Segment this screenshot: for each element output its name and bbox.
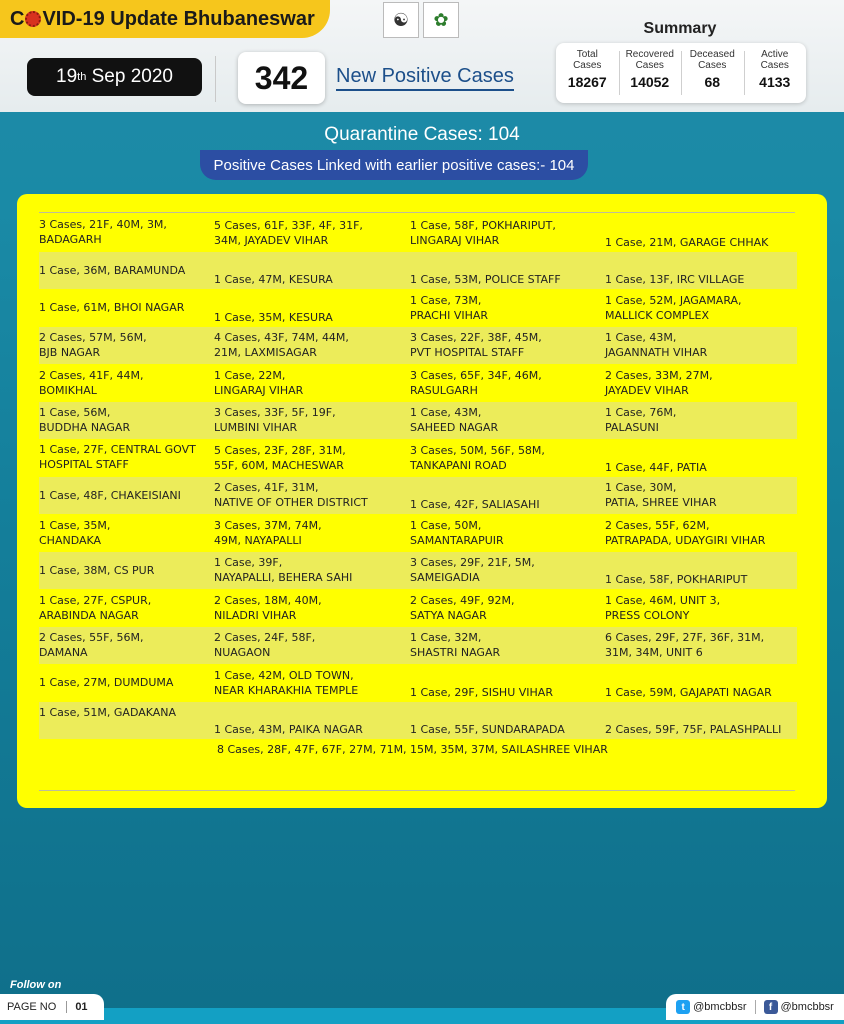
- summary-value: 68: [704, 74, 721, 90]
- case-line: NUAGAON: [214, 646, 271, 660]
- table-row: [39, 327, 797, 365]
- case-line: SAMANTARAPUIR: [410, 533, 504, 547]
- summary-box: [556, 43, 806, 103]
- case-cell: [605, 252, 797, 290]
- summary-cell: [556, 43, 619, 103]
- case-cell: [39, 589, 214, 627]
- case-cell: [605, 214, 797, 252]
- summary-value: 18267: [567, 74, 607, 90]
- case-line: NAYAPALLI, BEHERA SAHI: [214, 571, 353, 585]
- header-divider: [215, 56, 216, 102]
- case-cell: [410, 664, 605, 702]
- case-line: 55F, 60M, MACHESWAR: [214, 458, 344, 472]
- case-cell: [39, 514, 214, 552]
- case-cell: [39, 627, 214, 665]
- case-line: 5 Cases, 61F, 33F, 4F, 31F,: [214, 218, 363, 232]
- case-line: 1 Case, 43M,: [410, 406, 482, 420]
- extra-case-entry: 8 Cases, 28F, 47F, 67F, 27M, 71M, 15M, 35M, 37M, SAILASHREE VIHAR: [217, 743, 608, 756]
- case-line: 21M, LAXMISAGAR: [214, 346, 317, 360]
- case-line: PALASUNI: [605, 421, 659, 435]
- cases-table: [39, 214, 797, 739]
- case-cell: [214, 477, 410, 515]
- case-cell: [410, 289, 605, 327]
- page-label: PAGE NO: [7, 1001, 57, 1013]
- social-divider: [755, 1000, 756, 1014]
- case-cell: [410, 252, 605, 290]
- case-line: 49M, NAYAPALLI: [214, 533, 302, 547]
- case-line: 1 Case, 27M, DUMDUMA: [39, 676, 174, 690]
- case-line: 1 Case, 36M, BARAMUNDA: [39, 263, 186, 277]
- panel-top-rule: [39, 212, 795, 213]
- case-line: 2 Cases, 49F, 92M,: [410, 593, 515, 607]
- case-cell: [410, 702, 605, 740]
- case-line: 1 Case, 53M, POLICE STAFF: [410, 273, 561, 286]
- title-tab: [0, 0, 330, 38]
- case-line: 1 Case, 52M, JAGAMARA,: [605, 293, 742, 307]
- case-cell: [605, 364, 797, 402]
- case-line: 1 Case, 73M,: [410, 293, 482, 307]
- facebook-link[interactable]: [764, 1000, 834, 1014]
- case-cell: [410, 514, 605, 552]
- case-cell: [214, 327, 410, 365]
- summary-cell: [744, 43, 807, 103]
- case-cell: [39, 214, 214, 252]
- page-number-box: [0, 994, 104, 1020]
- table-row: [39, 514, 797, 552]
- case-cell: [410, 477, 605, 515]
- table-row: [39, 552, 797, 590]
- case-line: ARABINDA NAGAR: [39, 608, 139, 622]
- case-line: 1 Case, 39F,: [214, 556, 283, 570]
- case-cell: [410, 327, 605, 365]
- table-row: [39, 289, 797, 327]
- case-line: PATIA, SHREE VIHAR: [605, 496, 717, 510]
- case-line: 1 Case, 47M, KESURA: [214, 273, 333, 286]
- quarantine-title: Quarantine Cases: 104: [324, 124, 520, 145]
- case-cell: [214, 364, 410, 402]
- covid-virus-icon: [25, 11, 41, 27]
- case-line: SAMEIGADIA: [410, 571, 480, 585]
- header: [0, 0, 844, 112]
- table-row: [39, 477, 797, 515]
- new-cases-label: New Positive Cases: [336, 65, 514, 91]
- case-line: 1 Case, 56M,: [39, 406, 111, 420]
- case-line: PATRAPADA, UDAYGIRI VIHAR: [605, 533, 766, 547]
- summary-label: Deceased Cases: [689, 49, 735, 71]
- case-line: JAGANNATH VIHAR: [605, 346, 708, 360]
- case-line: PRACHI VIHAR: [410, 308, 489, 322]
- case-cell: [39, 439, 214, 477]
- case-line: 1 Case, 76M,: [605, 406, 677, 420]
- case-cell: [39, 252, 214, 290]
- case-line: 1 Case, 13F, IRC VILLAGE: [605, 273, 745, 286]
- report-date: 19 th Sep 2020: [27, 58, 202, 96]
- case-line: LINGARAJ VIHAR: [410, 233, 500, 247]
- panel-bottom-rule: [39, 790, 795, 791]
- summary-cell: [619, 43, 682, 103]
- cases-panel: [17, 194, 827, 808]
- summary-value: 4133: [759, 74, 791, 90]
- case-cell: [410, 552, 605, 590]
- case-line: 1 Case, 35M,: [39, 518, 111, 532]
- case-line: 1 Case, 48F, CHAKEISIANI: [39, 488, 181, 502]
- case-cell: [410, 214, 605, 252]
- case-line: 4 Cases, 43F, 74M, 44M,: [214, 331, 349, 345]
- case-cell: [39, 402, 214, 440]
- case-line: 3 Cases, 65F, 34F, 46M,: [410, 368, 542, 382]
- table-row: [39, 627, 797, 665]
- case-line: BUDDHA NAGAR: [39, 421, 131, 435]
- case-cell: [39, 477, 214, 515]
- case-line: SATYA NAGAR: [410, 608, 487, 622]
- case-line: 1 Case, 44F, PATIA: [605, 460, 707, 474]
- table-row: [39, 402, 797, 440]
- case-line: 1 Case, 21M, GARAGE CHHAK: [605, 235, 769, 249]
- case-line: 2 Cases, 41F, 31M,: [214, 481, 319, 495]
- case-line: 2 Cases, 18M, 40M,: [214, 593, 322, 607]
- twitter-link[interactable]: [676, 1000, 746, 1014]
- case-line: 1 Case, 51M, GADAKANA: [39, 705, 177, 719]
- case-line: 2 Cases, 55F, 56M,: [39, 631, 144, 645]
- case-line: RASULGARH: [410, 383, 478, 397]
- summary-label: Total Cases: [573, 49, 602, 71]
- case-line: 2 Cases, 33M, 27M,: [605, 368, 713, 382]
- table-row: [39, 702, 797, 740]
- case-line: LUMBINI VIHAR: [214, 421, 298, 435]
- odisha-emblem-logo: ☯: [383, 2, 419, 38]
- case-cell: [605, 589, 797, 627]
- case-line: 3 Cases, 50M, 56F, 58M,: [410, 443, 545, 457]
- case-line: 1 Case, 61M, BHOI NAGAR: [39, 301, 185, 315]
- case-line: BJB NAGAR: [39, 346, 101, 360]
- table-row: [39, 664, 797, 702]
- case-cell: [214, 439, 410, 477]
- table-row: [39, 589, 797, 627]
- case-cell: [605, 289, 797, 327]
- case-line: 1 Case, 43M, PAIKA NAGAR: [214, 723, 363, 736]
- twitter-icon: t: [676, 1000, 690, 1014]
- case-line: 1 Case, 43M,: [605, 331, 677, 345]
- case-cell: [39, 364, 214, 402]
- summary-label: Active Cases: [760, 49, 789, 71]
- case-line: 1 Case, 30M,: [605, 481, 677, 495]
- case-cell: [39, 289, 214, 327]
- case-line: 3 Cases, 37M, 74M,: [214, 518, 322, 532]
- case-line: 1 Case, 59M, GAJAPATI NAGAR: [605, 685, 772, 699]
- case-line: DAMANA: [39, 646, 88, 660]
- case-line: 1 Case, 29F, SISHU VIHAR: [410, 685, 553, 699]
- case-cell: [605, 402, 797, 440]
- case-cell: [410, 627, 605, 665]
- case-line: 3 Cases, 22F, 38F, 45M,: [410, 331, 542, 345]
- case-line: 1 Case, 35M, KESURA: [214, 310, 333, 324]
- case-line: 6 Cases, 29F, 27F, 36F, 31M,: [605, 631, 765, 645]
- case-line: NEAR KHARAKHIA TEMPLE: [214, 683, 359, 697]
- case-line: LINGARAJ VIHAR: [214, 383, 304, 397]
- case-line: PVT HOSPITAL STAFF: [410, 346, 525, 360]
- case-line: 3 Cases, 29F, 21F, 5M,: [410, 556, 535, 570]
- page-title: C VID-19 Update Bhubaneswar: [10, 7, 315, 30]
- case-cell: [214, 514, 410, 552]
- case-line: 2 Cases, 41F, 44M,: [39, 368, 144, 382]
- summary-title: Summary: [643, 20, 717, 37]
- bmc-logo: ✿: [423, 2, 459, 38]
- case-line: 1 Case, 27F, CSPUR,: [39, 593, 152, 607]
- case-cell: [410, 402, 605, 440]
- case-line: 1 Case, 58F, POKHARIPUT,: [410, 218, 556, 232]
- case-line: 5 Cases, 23F, 28F, 31M,: [214, 443, 346, 457]
- case-cell: [605, 702, 797, 740]
- table-row: [39, 439, 797, 477]
- case-cell: [214, 402, 410, 440]
- table-row: [39, 364, 797, 402]
- case-cell: [605, 552, 797, 590]
- case-cell: [214, 627, 410, 665]
- new-cases-count: 342: [238, 52, 325, 104]
- facebook-handle: @bmcbbsr: [780, 1001, 834, 1013]
- case-cell: [605, 627, 797, 665]
- case-line: 3 Cases, 33F, 5F, 19F,: [214, 406, 336, 420]
- case-line: 2 Cases, 24F, 58F,: [214, 631, 316, 645]
- case-line: 1 Case, 42F, SALIASAHI: [410, 498, 540, 511]
- case-line: 1 Case, 32M,: [410, 631, 482, 645]
- case-cell: [39, 327, 214, 365]
- case-cell: [214, 664, 410, 702]
- case-line: BOMIKHAL: [39, 383, 97, 397]
- page-number: 01: [66, 1001, 87, 1013]
- social-links: [666, 994, 844, 1020]
- case-line: 1 Case, 38M, CS PUR: [39, 563, 155, 577]
- case-line: PRESS COLONY: [605, 608, 690, 622]
- case-cell: [214, 289, 410, 327]
- case-line: 1 Case, 55F, SUNDARAPADA: [410, 723, 565, 736]
- case-cell: [214, 552, 410, 590]
- case-line: 2 Cases, 55F, 62M,: [605, 518, 710, 532]
- case-cell: [410, 364, 605, 402]
- summary-label: Recovered Cases: [625, 49, 674, 71]
- case-line: TANKAPANI ROAD: [410, 458, 507, 472]
- case-line: 1 Case, 50M,: [410, 518, 482, 532]
- case-line: 1 Case, 42M, OLD TOWN,: [214, 668, 354, 682]
- case-line: 3 Cases, 21F, 40M, 3M,: [39, 218, 167, 231]
- case-cell: [214, 702, 410, 740]
- case-line: 2 Cases, 57M, 56M,: [39, 331, 147, 345]
- summary-cell: [681, 43, 744, 103]
- case-cell: [605, 664, 797, 702]
- case-line: NILADRI VIHAR: [214, 608, 297, 622]
- case-line: 1 Case, 22M,: [214, 368, 286, 382]
- summary-value: 14052: [630, 74, 670, 90]
- facebook-icon: f: [764, 1000, 778, 1014]
- case-line: 1 Case, 58F, POKHARIPUT: [605, 573, 748, 586]
- case-line: NATIVE OF OTHER DISTRICT: [214, 496, 368, 510]
- case-line: 1 Case, 46M, UNIT 3,: [605, 593, 721, 607]
- case-cell: [605, 439, 797, 477]
- case-cell: [605, 477, 797, 515]
- case-cell: [605, 327, 797, 365]
- follow-on-label: Follow on: [10, 979, 62, 991]
- case-line: SAHEED NAGAR: [410, 421, 499, 435]
- case-cell: [214, 589, 410, 627]
- case-cell: [605, 514, 797, 552]
- case-line: BADAGARH: [39, 233, 102, 246]
- case-cell: [410, 439, 605, 477]
- case-line: MALLICK COMPLEX: [605, 308, 709, 322]
- case-line: 2 Cases, 59F, 75F, PALASHPALLI: [605, 723, 782, 736]
- case-line: CHANDAKA: [39, 533, 102, 547]
- case-line: JAYADEV VIHAR: [605, 383, 689, 397]
- case-line: 31M, 34M, UNIT 6: [605, 646, 703, 660]
- linked-cases-banner: Positive Cases Linked with earlier positive cases:- 104: [200, 150, 588, 180]
- case-line: SHASTRI NAGAR: [410, 646, 501, 660]
- case-cell: [214, 214, 410, 252]
- table-row: [39, 214, 797, 252]
- table-row: [39, 252, 797, 290]
- case-cell: [39, 664, 214, 702]
- case-cell: [214, 252, 410, 290]
- twitter-handle: @bmcbbsr: [693, 1001, 747, 1013]
- case-line: 34M, JAYADEV VIHAR: [214, 233, 329, 247]
- case-cell: [39, 552, 214, 590]
- case-cell: [39, 702, 214, 740]
- case-line: 1 Case, 27F, CENTRAL GOVT: [39, 443, 196, 456]
- case-line: HOSPITAL STAFF: [39, 458, 129, 471]
- case-cell: [410, 589, 605, 627]
